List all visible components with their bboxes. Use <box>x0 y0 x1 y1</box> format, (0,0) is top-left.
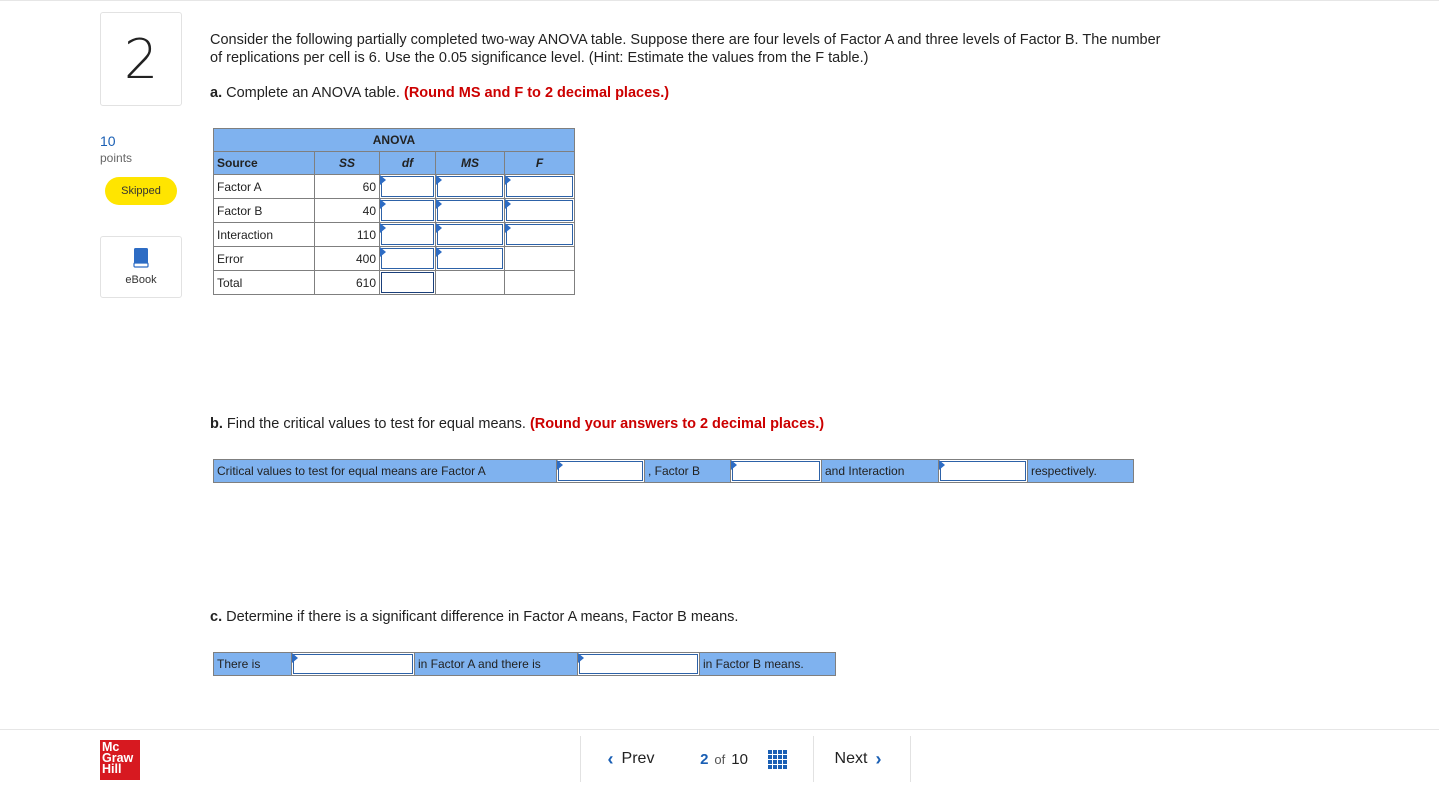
factor-b-ms-input[interactable] <box>437 200 503 221</box>
interaction-ms-input[interactable] <box>437 224 503 245</box>
header-ms: MS <box>436 152 505 175</box>
of-label: of <box>714 751 726 767</box>
question-number-box <box>100 12 182 106</box>
table-row <box>214 223 575 247</box>
factor-a-ms-input[interactable] <box>437 176 503 197</box>
interaction-f-input[interactable] <box>506 224 573 245</box>
flag-icon <box>557 460 563 470</box>
critical-text-3: and Interaction <box>822 460 939 482</box>
factor-b-df-input[interactable] <box>381 200 434 221</box>
skipped-badge: Skipped <box>105 177 177 205</box>
table-row <box>214 175 575 199</box>
empty-cell <box>436 271 505 295</box>
row-ss: 400 <box>315 247 380 271</box>
flag-icon <box>939 460 945 470</box>
total-pages: 10 <box>731 750 748 768</box>
sig-text-1: There is <box>214 653 292 675</box>
table-row <box>214 199 575 223</box>
flag-icon <box>380 247 386 257</box>
sig-text-3: in Factor B means. <box>703 657 804 671</box>
header-f: F <box>505 152 575 175</box>
nav-divider <box>910 736 911 782</box>
flag-icon <box>505 223 511 233</box>
anova-table <box>213 128 575 295</box>
book-icon <box>133 248 149 268</box>
part-c-heading <box>210 609 738 625</box>
part-a-instruction: (Round MS and F to 2 decimal places.) <box>404 85 670 101</box>
row-ss: 40 <box>315 199 380 223</box>
row-source: Error <box>214 247 315 271</box>
row-source: Factor B <box>214 199 315 223</box>
interaction-df-input[interactable] <box>381 224 434 245</box>
mcgraw-hill-logo <box>100 740 140 780</box>
anova-title: ANOVA <box>214 129 575 152</box>
row-source: Total <box>214 271 315 295</box>
part-a-heading <box>210 85 669 101</box>
flag-icon <box>380 223 386 233</box>
part-a-text: Complete an ANOVA table. <box>226 85 400 101</box>
ebook-button[interactable] <box>100 236 182 298</box>
row-ss: 610 <box>315 271 380 295</box>
points-label: points <box>100 151 133 165</box>
part-b-prefix: b. <box>210 416 223 432</box>
error-ms-input[interactable] <box>437 248 503 269</box>
critical-text-1: Critical values to test for equal means are Factor A <box>214 460 557 482</box>
next-button[interactable] <box>814 749 910 770</box>
flag-icon <box>505 199 511 209</box>
critical-interaction-input[interactable] <box>940 461 1026 481</box>
flag-icon <box>505 175 511 185</box>
prev-button[interactable] <box>581 749 673 770</box>
table-row <box>214 271 575 295</box>
flag-icon <box>380 199 386 209</box>
flag-icon <box>731 460 737 470</box>
next-label: Next <box>834 750 868 767</box>
empty-cell <box>505 247 575 271</box>
ebook-label: eBook <box>125 274 157 286</box>
prev-label: Prev <box>621 750 655 767</box>
part-a-prefix: a. <box>210 85 223 101</box>
header-source: Source <box>214 152 315 175</box>
footer-divider <box>0 729 1439 730</box>
total-df-input[interactable] <box>381 272 434 293</box>
page-indicator[interactable] <box>673 750 813 768</box>
grid-icon <box>768 750 786 768</box>
row-source: Factor A <box>214 175 315 199</box>
question-navigation <box>580 736 911 782</box>
critical-text-4: respectively. <box>1031 464 1097 478</box>
chevron-left-icon: ‹ <box>607 748 614 769</box>
sig-text-2: in Factor A and there is <box>415 653 578 675</box>
table-row <box>214 247 575 271</box>
row-ss: 110 <box>315 223 380 247</box>
row-ss: 60 <box>315 175 380 199</box>
flag-icon <box>436 199 442 209</box>
significance-row <box>213 652 836 676</box>
flag-icon <box>292 653 298 663</box>
logo-line: Mc <box>102 740 120 754</box>
error-df-input[interactable] <box>381 248 434 269</box>
factor-a-f-input[interactable] <box>506 176 573 197</box>
flag-icon <box>436 247 442 257</box>
flag-icon <box>380 175 386 185</box>
part-b-instruction: (Round your answers to 2 decimal places.) <box>529 416 825 432</box>
critical-factor-b-input[interactable] <box>732 461 820 481</box>
top-divider <box>0 0 1439 1</box>
factor-a-significance-select[interactable] <box>293 654 413 674</box>
critical-text-2: , Factor B <box>645 460 731 482</box>
empty-cell <box>505 271 575 295</box>
logo-line: Graw <box>102 751 134 765</box>
question-number: 2 <box>123 27 159 91</box>
flag-icon <box>436 175 442 185</box>
critical-factor-a-input[interactable] <box>558 461 643 481</box>
header-ss: SS <box>315 152 380 175</box>
flag-icon <box>578 653 584 663</box>
flag-icon <box>436 223 442 233</box>
row-source: Interaction <box>214 223 315 247</box>
part-b-text: Find the critical values to test for equal means. <box>226 416 526 432</box>
factor-b-f-input[interactable] <box>506 200 573 221</box>
current-page: 2 <box>700 750 709 768</box>
question-prompt: Consider the following partially completed two-way ANOVA table. Suppose there are four levels of Factor A and three levels of Factor B. The number of replications per cell is 6. Use the 0.05 significance level. (Hint: Estimate the values from the F table.) <box>210 32 1161 66</box>
part-c-text: Determine if there is a significant difference in Factor A means, Factor B means. <box>226 609 739 625</box>
factor-b-significance-select[interactable] <box>579 654 698 674</box>
header-df: df <box>380 152 436 175</box>
critical-values-row <box>213 459 1134 483</box>
part-c-prefix: c. <box>210 609 223 625</box>
chevron-right-icon: › <box>875 748 882 769</box>
points-value: 10 <box>100 133 116 149</box>
part-b-heading <box>210 416 824 432</box>
logo-line: Hill <box>102 762 122 776</box>
factor-a-df-input[interactable] <box>381 176 434 197</box>
